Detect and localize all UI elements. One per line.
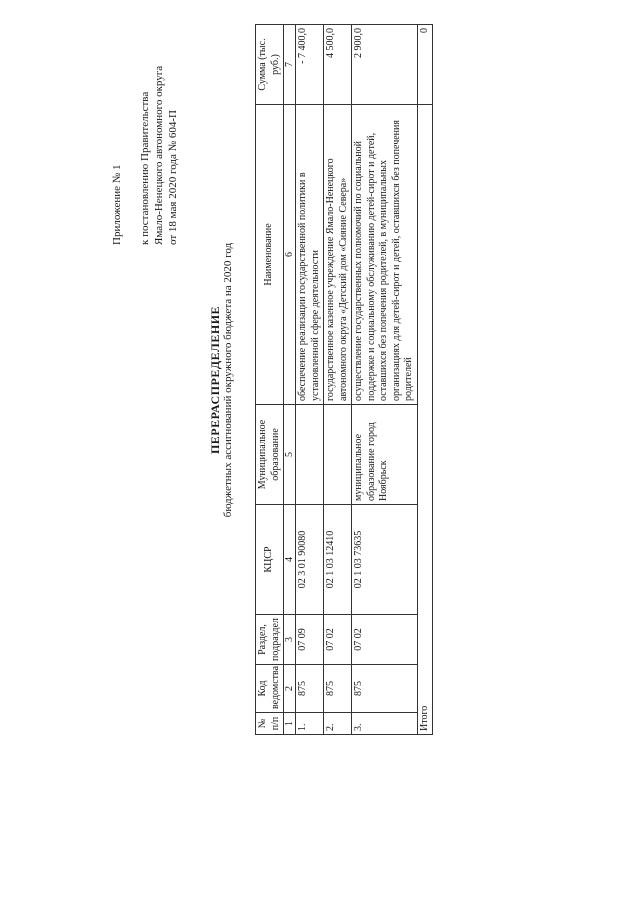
header-amount: Сумма (тыс. руб.) <box>256 25 284 105</box>
row-section: 07 02 <box>352 615 418 665</box>
header-kcsr: КЦСР <box>256 505 284 615</box>
header-name: Наименование <box>256 105 284 405</box>
header-dept-code: Код ведомства <box>256 665 284 713</box>
row-amount: 4 500,0 <box>324 25 352 105</box>
row-dept-code: 875 <box>352 665 418 713</box>
document-title: ПЕРЕРАСПРЕДЕЛЕНИЕ <box>208 305 222 455</box>
table-row <box>324 25 352 735</box>
column-number: 7 <box>284 25 296 105</box>
column-number: 5 <box>284 405 296 505</box>
column-number: 3 <box>284 615 296 665</box>
row-name: осуществление государственных полномочий по социальной поддержке и социальному обслуживанию детей-сирот и детей, оставшихся без попечения родителей, в муниципальных организациях для детей-сирот и детей, оставшихся без попечения родителей <box>352 105 418 405</box>
total-row <box>417 25 433 735</box>
header-num: № п/п <box>256 713 284 735</box>
appendix-block <box>110 25 180 245</box>
row-kcsr: 02 1 03 73635 <box>352 505 418 615</box>
row-dept-code: 875 <box>324 665 352 713</box>
appendix-line-2: Ямало-Ненецкого автономного округа <box>153 65 165 245</box>
row-kcsr: 02 1 03 12410 <box>324 505 352 615</box>
row-name: обеспечение реализации государственной политики в установленной сфере деятельности <box>296 105 324 405</box>
header-municipality: Муниципальное образование <box>256 405 284 505</box>
column-number-row <box>284 25 296 735</box>
column-number: 6 <box>284 105 296 405</box>
row-amount: - 7 400,0 <box>296 25 324 105</box>
rotated-page <box>60 25 600 735</box>
row-amount: 2 900,0 <box>352 25 418 105</box>
appendix-line-1: к постановлению Правительства <box>139 91 151 245</box>
row-kcsr: 02 3 01 90080 <box>296 505 324 615</box>
appendix-line-3: от 18 мая 2020 года № 604-П <box>167 110 179 245</box>
total-value: 0 <box>417 25 433 105</box>
row-num: 2. <box>324 713 352 735</box>
row-municipality <box>296 405 324 505</box>
row-section: 07 09 <box>296 615 324 665</box>
column-number: 2 <box>284 665 296 713</box>
redistribution-table <box>255 24 433 735</box>
document-subtitle: бюджетных ассигнований окружного бюджета на 2020 год <box>222 242 234 518</box>
header-section: Раздел, подраздел <box>256 615 284 665</box>
table-row <box>352 25 418 735</box>
row-num: 3. <box>352 713 418 735</box>
row-municipality: муниципальное образование город Ноябрьск <box>352 405 418 505</box>
table-row <box>296 25 324 735</box>
row-dept-code: 875 <box>296 665 324 713</box>
row-num: 1. <box>296 713 324 735</box>
table-header-row <box>256 25 284 735</box>
total-label: Итого <box>417 105 433 735</box>
column-number: 1 <box>284 713 296 735</box>
appendix-number: Приложение № 1 <box>111 164 123 245</box>
column-number: 4 <box>284 505 296 615</box>
row-municipality <box>324 405 352 505</box>
row-name: государственное казенное учреждение Ямало-Ненецкого автономного округа «Детский дом «Сияние Севера» <box>324 105 352 405</box>
row-section: 07 02 <box>324 615 352 665</box>
